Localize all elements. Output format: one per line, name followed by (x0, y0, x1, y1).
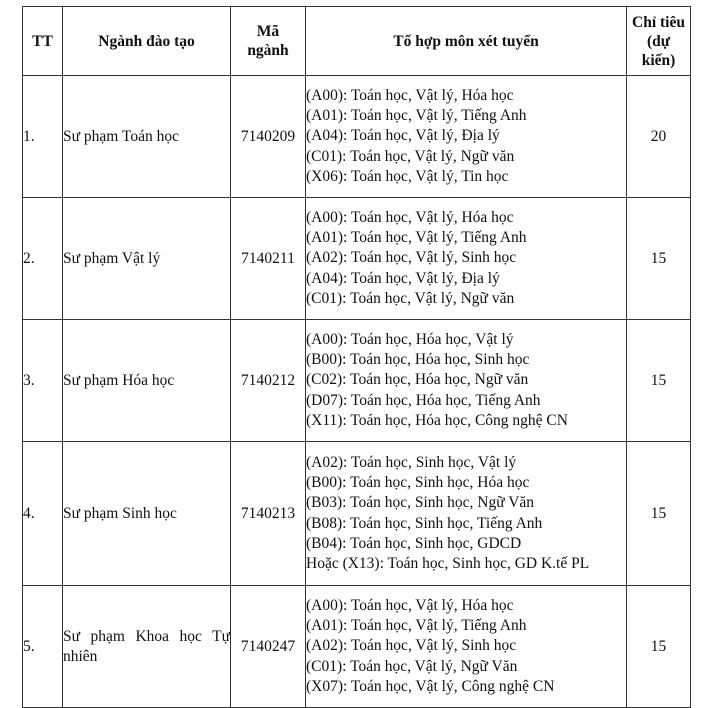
major-name-cell (63, 198, 231, 320)
row-number: 2. (23, 198, 63, 320)
quota-value: 15 (627, 586, 691, 708)
subject-combo: (A04): Toán học, Vật lý, Địa lý (306, 127, 500, 145)
subject-combo: (A01): Toán học, Vật lý, Tiếng Anh (306, 617, 527, 635)
subject-combo: (B04): Toán học, Sinh học, GDCD (306, 534, 522, 552)
subject-combo: (A00): Toán học, Hóa học, Vật lý (306, 330, 514, 348)
major-name-cell (63, 320, 231, 442)
subject-combo: (A02): Toán học, Vật lý, Sinh học (306, 249, 517, 267)
row-number: 5. (23, 586, 63, 708)
major-name: Sư phạm Hóa học (63, 371, 175, 389)
header-subject-combos: Tổ hợp môn xét tuyển (306, 7, 627, 76)
subject-combos-cell (306, 320, 627, 442)
major-name-cell (63, 442, 231, 586)
major-code: 7140212 (231, 320, 306, 442)
subject-combo: (A00): Toán học, Vật lý, Hóa học (306, 208, 514, 226)
table-row (23, 442, 691, 586)
table-header-row (23, 7, 691, 76)
major-code: 7140213 (231, 442, 306, 586)
header-quota (627, 7, 691, 76)
subject-combo: (C01): Toán học, Vật lý, Ngữ văn (306, 289, 515, 307)
subject-combos-cell (306, 198, 627, 320)
subject-combos-cell (306, 586, 627, 708)
subject-combo: (B00): Toán học, Hóa học, Sinh học (306, 351, 530, 369)
subject-combo: (A01): Toán học, Vật lý, Tiếng Anh (306, 107, 527, 125)
major-name: Sư phạm Sinh học (63, 504, 177, 522)
table-row (23, 76, 691, 198)
major-name: Sư phạm Vật lý (63, 249, 161, 267)
header-tt: TT (23, 7, 63, 76)
subject-combo: (C01): Toán học, Vật lý, Ngữ Văn (306, 657, 518, 675)
header-code-line2: ngành (247, 42, 289, 59)
quota-value: 15 (627, 198, 691, 320)
row-number: 4. (23, 442, 63, 586)
subject-combo: (B03): Toán học, Sinh học, Ngữ Văn (306, 494, 535, 512)
subject-combo: Hoặc (X13): Toán học, Sinh học, GD K.tế PL (306, 555, 590, 573)
subject-combo: (C02): Toán học, Hóa học, Ngữ văn (306, 371, 529, 389)
major-name-cell (63, 586, 231, 708)
subject-combo: (X07): Toán học, Vật lý, Công nghệ CN (306, 677, 555, 695)
subject-combos-cell (306, 442, 627, 586)
subject-combos-cell (306, 76, 627, 198)
table-row (23, 320, 691, 442)
header-major-name: Ngành đào tạo (63, 7, 231, 76)
admissions-table (22, 6, 691, 708)
subject-combo: (A02): Toán học, Sinh học, Vật lý (306, 453, 517, 471)
table-body (23, 76, 691, 708)
subject-combo: (D07): Toán học, Hóa học, Tiếng Anh (306, 391, 541, 409)
subject-combo: (B08): Toán học, Sinh học, Tiếng Anh (306, 514, 543, 532)
subject-combo: (A00): Toán học, Vật lý, Hóa học (306, 596, 514, 614)
major-code: 7140209 (231, 76, 306, 198)
row-number: 3. (23, 320, 63, 442)
subject-combo: (B00): Toán học, Sinh học, Hóa học (306, 473, 530, 491)
header-major-code (231, 7, 306, 76)
row-number: 1. (23, 76, 63, 198)
quota-value: 20 (627, 76, 691, 198)
major-name-cell (63, 76, 231, 198)
header-quota-line3: kiến) (641, 51, 676, 69)
table-row (23, 198, 691, 320)
quota-value: 15 (627, 442, 691, 586)
quota-value: 15 (627, 320, 691, 442)
header-quota-line2: (dự (646, 32, 671, 50)
header-quota-line1: Chỉ tiêu (632, 13, 685, 31)
header-code-line1: Mã (256, 23, 280, 40)
table-row (23, 586, 691, 708)
subject-combo: (X11): Toán học, Hóa học, Công nghệ CN (306, 411, 568, 429)
subject-combo: (A00): Toán học, Vật lý, Hóa học (306, 86, 514, 104)
major-code: 7140211 (231, 198, 306, 320)
major-name: Sư phạm Khoa học Tự nhiên (63, 627, 230, 665)
subject-combo: (C01): Toán học, Vật lý, Ngữ văn (306, 147, 515, 165)
subject-combo: (A01): Toán học, Vật lý, Tiếng Anh (306, 229, 527, 247)
subject-combo: (X06): Toán học, Vật lý, Tin học (306, 167, 509, 185)
major-name: Sư phạm Toán học (63, 127, 179, 145)
major-code: 7140247 (231, 586, 306, 708)
subject-combo: (A02): Toán học, Vật lý, Sinh học (306, 637, 517, 655)
subject-combo: (A04): Toán học, Vật lý, Địa lý (306, 269, 500, 287)
